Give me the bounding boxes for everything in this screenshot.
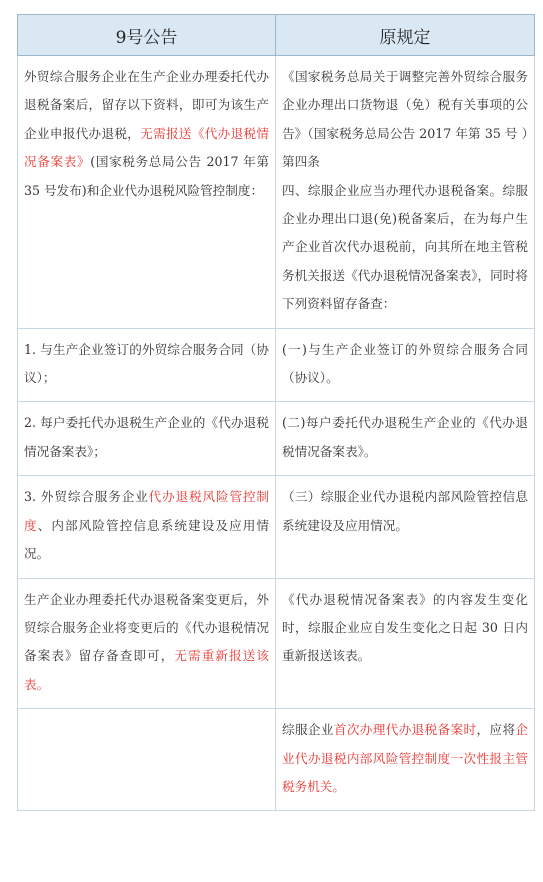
highlighted-text: 无需重新报送该表。 <box>24 648 270 692</box>
header-original-rule: 原规定 <box>276 15 535 56</box>
cell-text: 《代办退税情况备案表》的内容发生变化时，综服企业应自发生变化之日起 30 日内重新报送该表。 <box>282 591 528 664</box>
highlighted-text: 无需报送《代办退税情况备案表》 <box>24 125 270 170</box>
original-rule-cell <box>276 578 535 709</box>
table-row <box>18 476 535 578</box>
original-rule-cell <box>276 709 535 811</box>
cell-text: 、内部风险管控信息系统建设及应用情况。 <box>24 517 270 562</box>
announcement-cell <box>18 328 276 402</box>
cell-text: 《国家税务总局关于调整完善外贸综合服务企业办理出口货物退（免）税有关事项的公告》（国家税务总局公告 2017 年第 35 号 ）第四条 <box>282 69 528 170</box>
cell-text: 四、综服企业应当办理代办退税备案。综服企业办理出口退(免)税备案后，在为每户生产企业首次代办退税前，向其所在地主管税务机关报送《代办退税情况备案表》，同时将下列资料留存备查： <box>282 182 528 312</box>
cell-text: 1. 与生产企业签订的外贸综合服务合同（协议）； <box>24 341 269 386</box>
announcement-cell <box>18 578 276 709</box>
cell-text: 外贸综合服务企业在生产企业办理委托代办退税备案后，留存以下资料，即可为该生产企业申报代办退税， <box>24 69 269 141</box>
highlighted-text: 首次办理代办退税备案时 <box>333 722 477 738</box>
comparison-table <box>17 14 535 811</box>
highlighted-text: 代办退税风险管控制度 <box>24 489 269 533</box>
announcement-cell <box>18 402 276 476</box>
table-row <box>18 709 535 811</box>
table-row <box>18 402 535 476</box>
table-header-row <box>18 15 535 56</box>
cell-text: 生产企业办理委托代办退税备案变更后，外贸综合服务企业将变更后的《代办退税情况备案表》留存备查即可， <box>24 591 269 664</box>
announcement-cell <box>18 56 276 329</box>
highlighted-text: 企业代办退税内部风险管控制度一次性报主管税务机关。 <box>282 722 529 794</box>
header-announcement-9: 9号公告 <box>18 15 276 56</box>
original-rule-cell <box>276 402 535 476</box>
table-row <box>18 56 535 329</box>
cell-text: 综服企业 <box>282 722 334 738</box>
cell-text: (国家税务总局公告 2017 年第 35 号发布)和企业代办退税风险管控制度： <box>24 154 274 198</box>
cell-text: （三）综服企业代办退税内部风险管控信息系统建设及应用情况。 <box>282 489 528 533</box>
cell-text: ，应将 <box>476 722 516 738</box>
table-body <box>18 56 535 811</box>
announcement-cell <box>18 709 276 811</box>
cell-text: 2. 每户委托代办退税生产企业的《代办退税情况备案表》； <box>24 415 269 459</box>
cell-text: (一)与生产企业签订的外贸综合服务合同（协议）。 <box>282 341 528 386</box>
original-rule-cell <box>276 328 535 402</box>
cell-text: (二)每户委托代办退税生产企业的《代办退税情况备案表》。 <box>282 415 528 459</box>
table-row <box>18 328 535 402</box>
announcement-cell <box>18 476 276 578</box>
table-row <box>18 578 535 709</box>
cell-text: 3. 外贸综合服务企业 <box>24 489 149 505</box>
original-rule-cell <box>276 56 535 329</box>
original-rule-cell <box>276 476 535 578</box>
